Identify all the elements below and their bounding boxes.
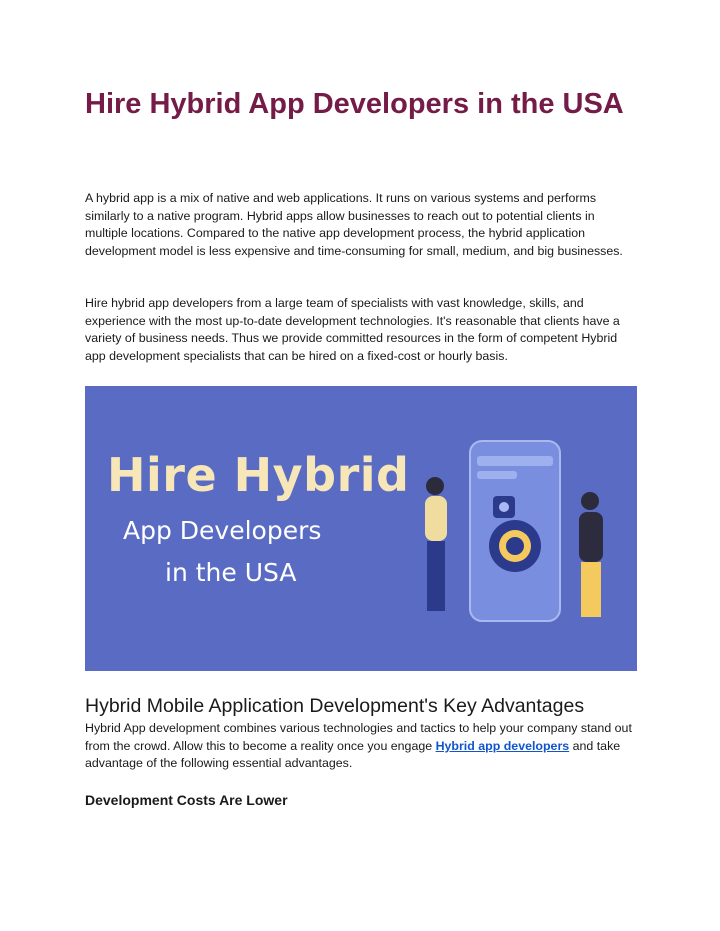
hybrid-app-developers-link[interactable]: Hybrid app developers bbox=[435, 738, 570, 753]
advantages-heading: Hybrid Mobile Application Development's Key Advantages bbox=[85, 695, 585, 717]
hire-paragraph: Hire hybrid app developers from a large team of specialists with vast knowledge, skills, and experience with the most up-to-date development technologies. It's reasonable that clients have a variety of business needs. Thus we provide committed resources in the form of competent Hybrid app development specialists that can be hired on a fixed-cost or hourly basis. bbox=[85, 296, 620, 363]
banner-subtitle-2: in the USA bbox=[165, 558, 297, 587]
banner-subtitle-1: App Developers bbox=[123, 516, 322, 545]
advantages-text-end: and take advantage of the following essential advantages. bbox=[85, 738, 621, 771]
developers-illustration bbox=[415, 426, 615, 626]
advantages-paragraph bbox=[85, 720, 637, 773]
costs-heading: Development Costs Are Lower bbox=[85, 792, 288, 808]
page-title: Hire Hybrid App Developers in the USA bbox=[85, 88, 624, 120]
banner-title: Hire Hybrid bbox=[107, 448, 410, 502]
intro-paragraph: A hybrid app is a mix of native and web applications. It runs on various systems and performs similarly to a native program. Hybrid apps allow businesses to reach out to potential clients in multiple locations. Compared to the native app development process, the hybrid application development model is less expensive and time-consuming for small, medium, and big businesses. bbox=[85, 191, 623, 258]
hero-banner-image bbox=[85, 386, 637, 671]
advantages-text-start: Hybrid App development combines various technologies and tactics to help your company stand out from the crowd. Allow this to become a reality once you engage bbox=[85, 721, 632, 753]
